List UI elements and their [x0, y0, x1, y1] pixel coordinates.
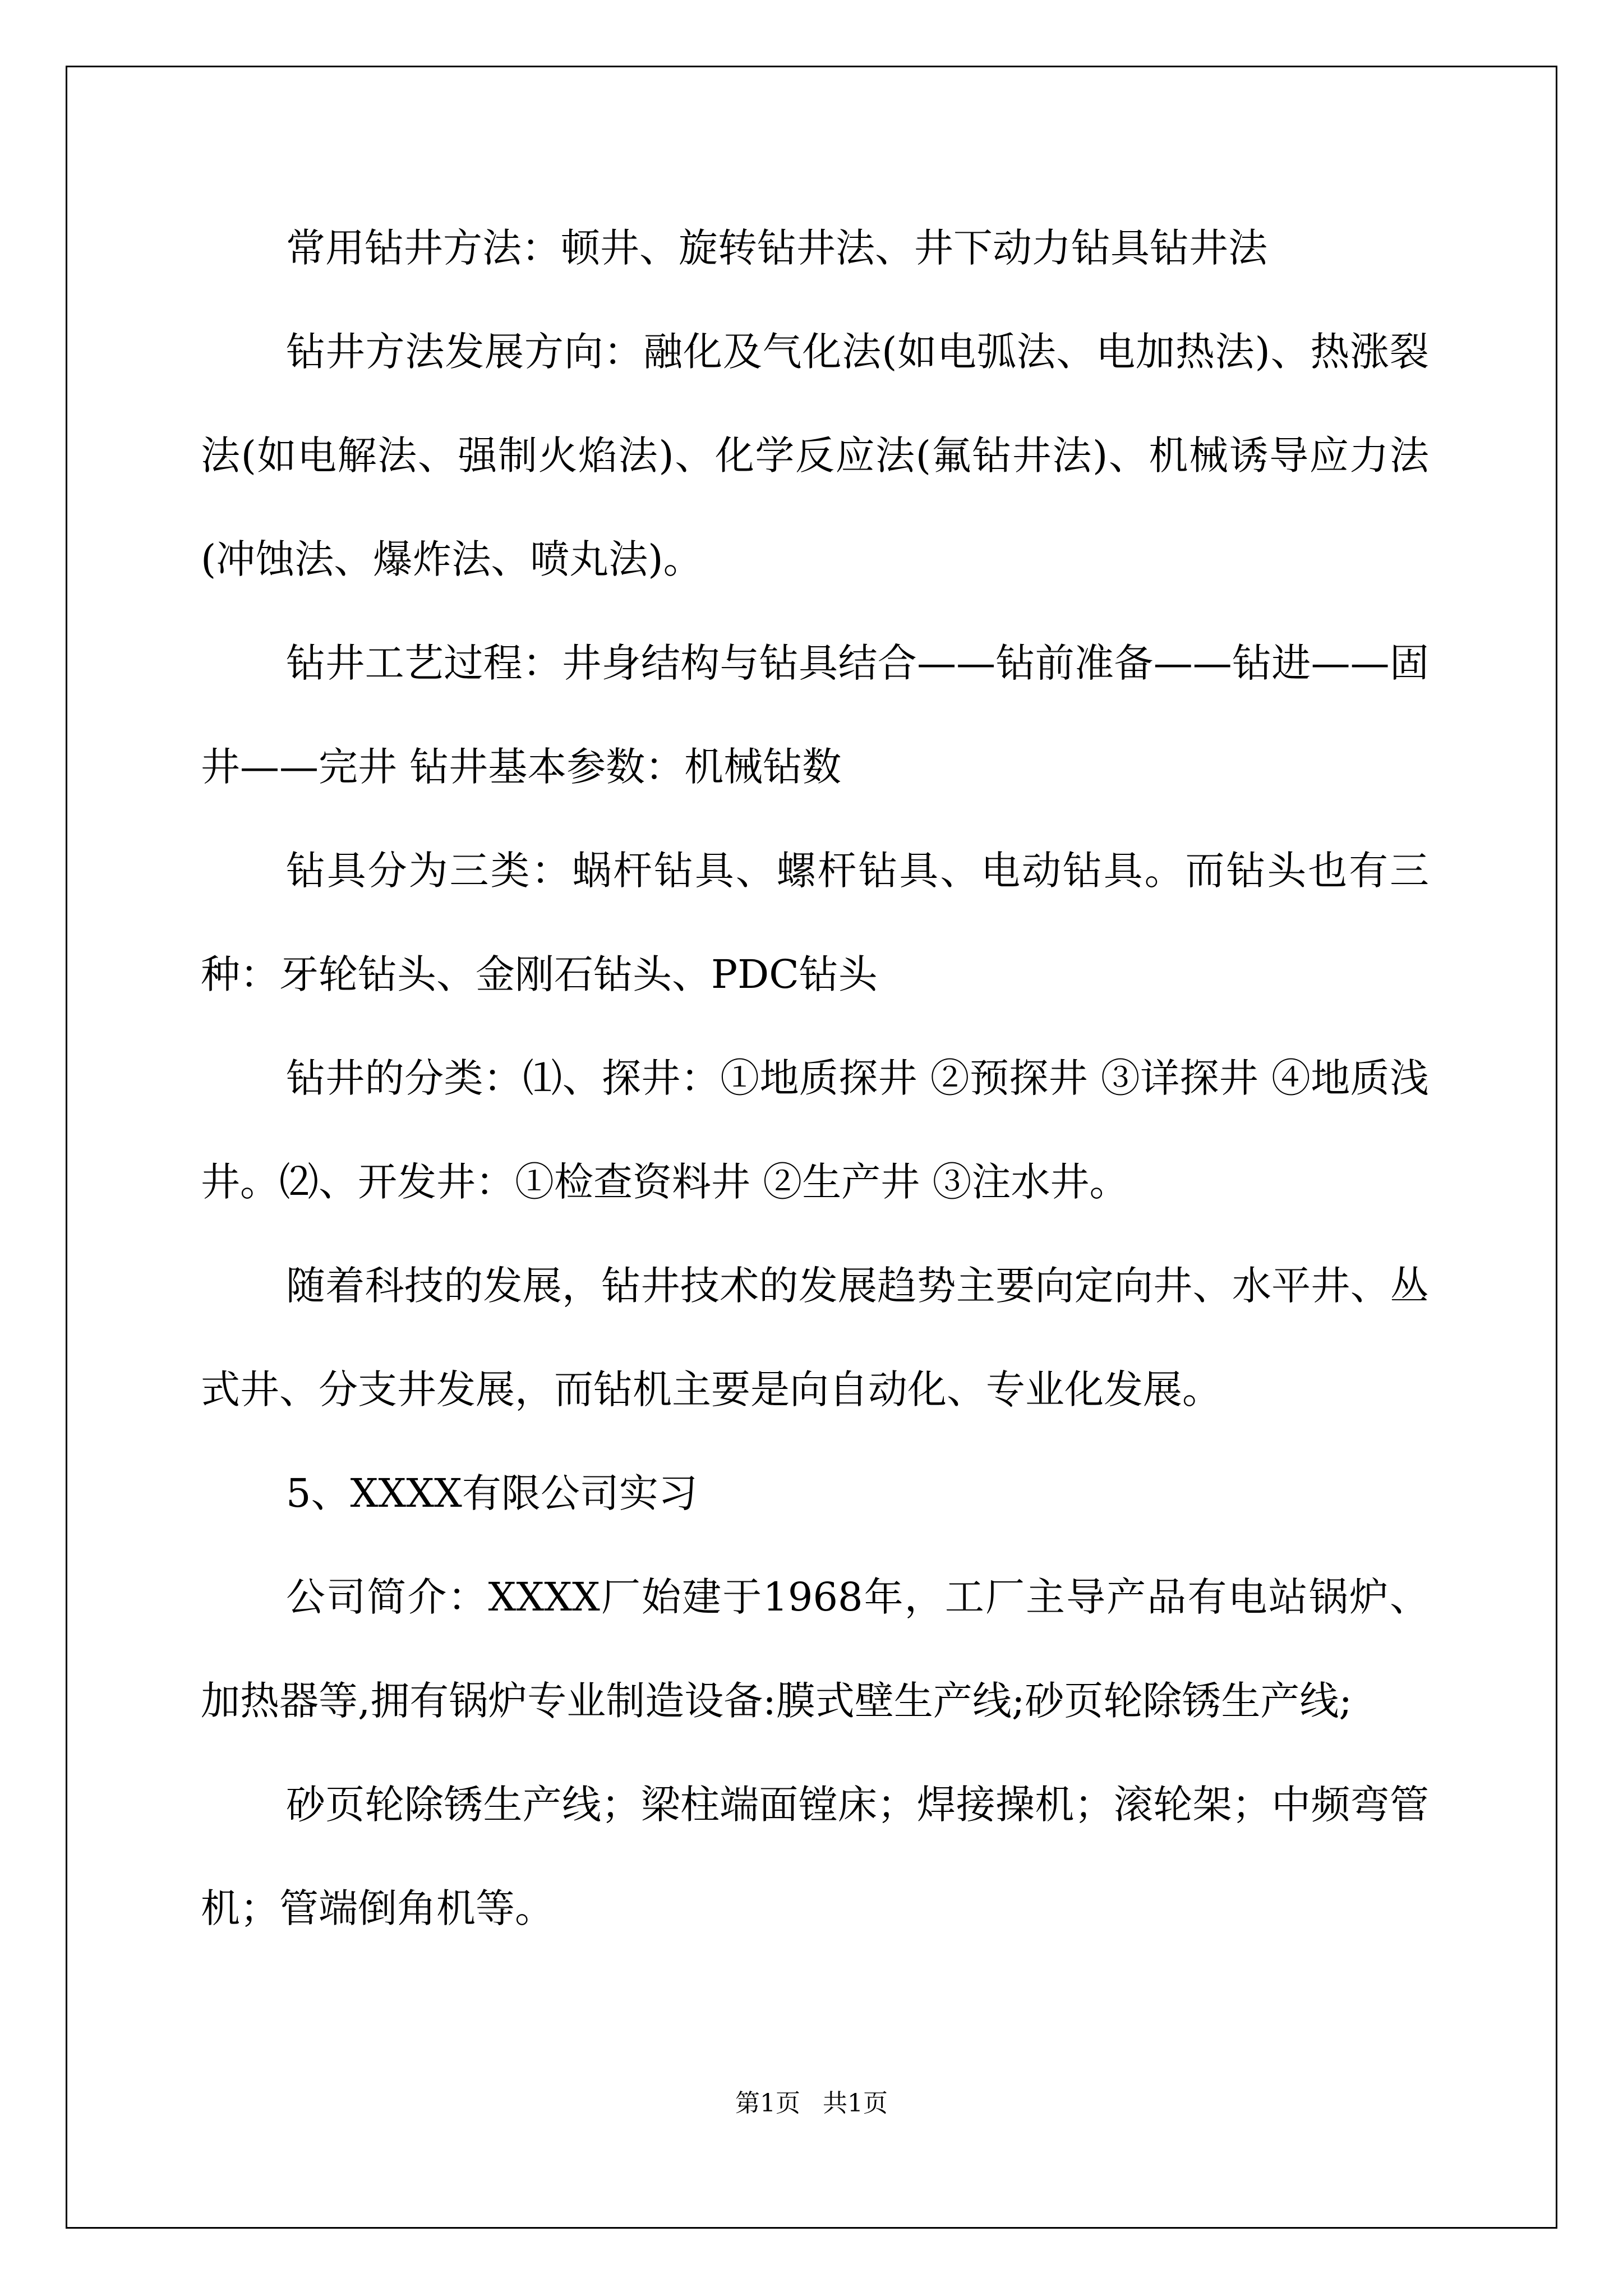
page-total: 共1页	[823, 2089, 888, 2118]
paragraph-development-direction: 钻井方法发展方向：融化及气化法(如电弧法、电加热法)、热涨裂法(如电解法、强制火焰法)、化学反应法(氟钻井法)、机械诱导应力法(冲蚀法、爆炸法、喷丸法)。	[201, 329, 1429, 582]
paragraph-drill-tools: 钻具分为三类：蜗杆钻具、螺杆钻具、电动钻具。而钻头也有三种：牙轮钻头、金刚石钻头、PDC钻头	[201, 848, 1429, 997]
page-number: 第1页	[735, 2089, 800, 2118]
paragraph-company-intro: 公司简介：XXXX厂始建于1968年，工厂主导产品有电站锅炉、加热器等,拥有锅炉专业制造设备:膜式壁生产线;砂页轮除锈生产线;	[201, 1574, 1429, 1724]
paragraph-equipment-list: 砂页轮除锈生产线；梁柱端面镗床；焊接操机；滚轮架；中频弯管机；管端倒角机等。	[201, 1782, 1429, 1931]
section-heading-company-internship: 5、XXXX有限公司实习	[286, 1470, 698, 1516]
paragraph-drilling-process: 钻井工艺过程：井身结构与钻具结合——钻前准备——钻进——固井——完井 钻井基本参数：机械钻数	[201, 640, 1429, 790]
page-footer	[0, 2087, 1623, 2120]
paragraph-drilling-methods: 常用钻井方法：顿井、旋转钻井法、井下动力钻具钻井法	[286, 225, 1267, 271]
paragraph-well-classification: 钻井的分类：⑴、探井：①地质探井 ②预探井 ③详探井 ④地质浅井。⑵、开发井：①检查资料井 ②生产井 ③注水井。	[201, 1055, 1429, 1205]
document-body	[201, 196, 1429, 1961]
paragraph-technology-trend: 随着科技的发展，钻井技术的发展趋势主要向定向井、水平井、丛式井、分支井发展，而钻机主要是向自动化、专业化发展。	[201, 1263, 1429, 1412]
